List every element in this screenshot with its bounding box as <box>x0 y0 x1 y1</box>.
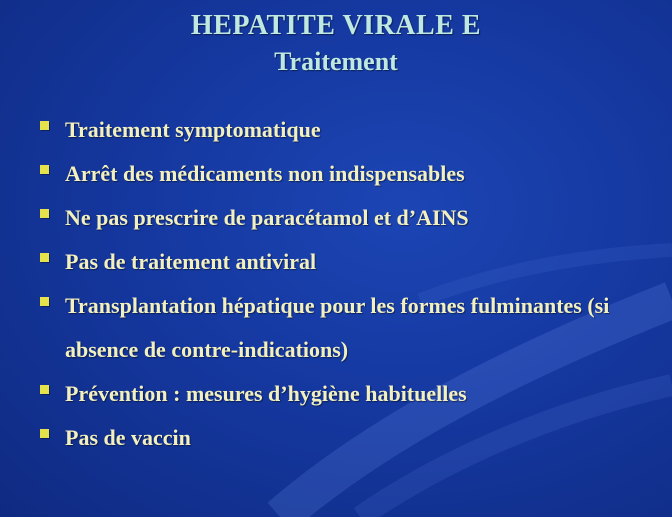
slide-title <box>0 8 672 79</box>
square-bullet-icon <box>40 429 49 438</box>
list-item <box>40 372 660 416</box>
list-item <box>40 284 660 372</box>
bullet-text: Ne pas prescrire de paracétamol et d’AINS <box>65 205 469 230</box>
list-item <box>40 196 660 240</box>
square-bullet-icon <box>40 297 49 306</box>
bullet-text: Arrêt des médicaments non indispensables <box>65 161 465 186</box>
square-bullet-icon <box>40 253 49 262</box>
title-line-2: Traitement <box>274 46 398 76</box>
list-item <box>40 416 660 460</box>
bullet-text: Traitement symptomatique <box>65 117 321 142</box>
bullet-text: Pas de traitement antiviral <box>65 249 317 274</box>
list-item <box>40 108 660 152</box>
bullet-text: Pas de vaccin <box>65 425 191 450</box>
list-item <box>40 240 660 284</box>
bullet-list <box>40 108 660 460</box>
square-bullet-icon <box>40 209 49 218</box>
title-line-1: HEPATITE VIRALE E <box>190 10 482 41</box>
list-item <box>40 152 660 196</box>
bullet-text: Prévention : mesures d’hygiène habituelles <box>65 381 467 406</box>
bullet-text: Transplantation hépatique pour les formes fulminantes (si absence de contre-indications) <box>65 293 610 362</box>
square-bullet-icon <box>40 385 49 394</box>
square-bullet-icon <box>40 165 49 174</box>
square-bullet-icon <box>40 121 49 130</box>
